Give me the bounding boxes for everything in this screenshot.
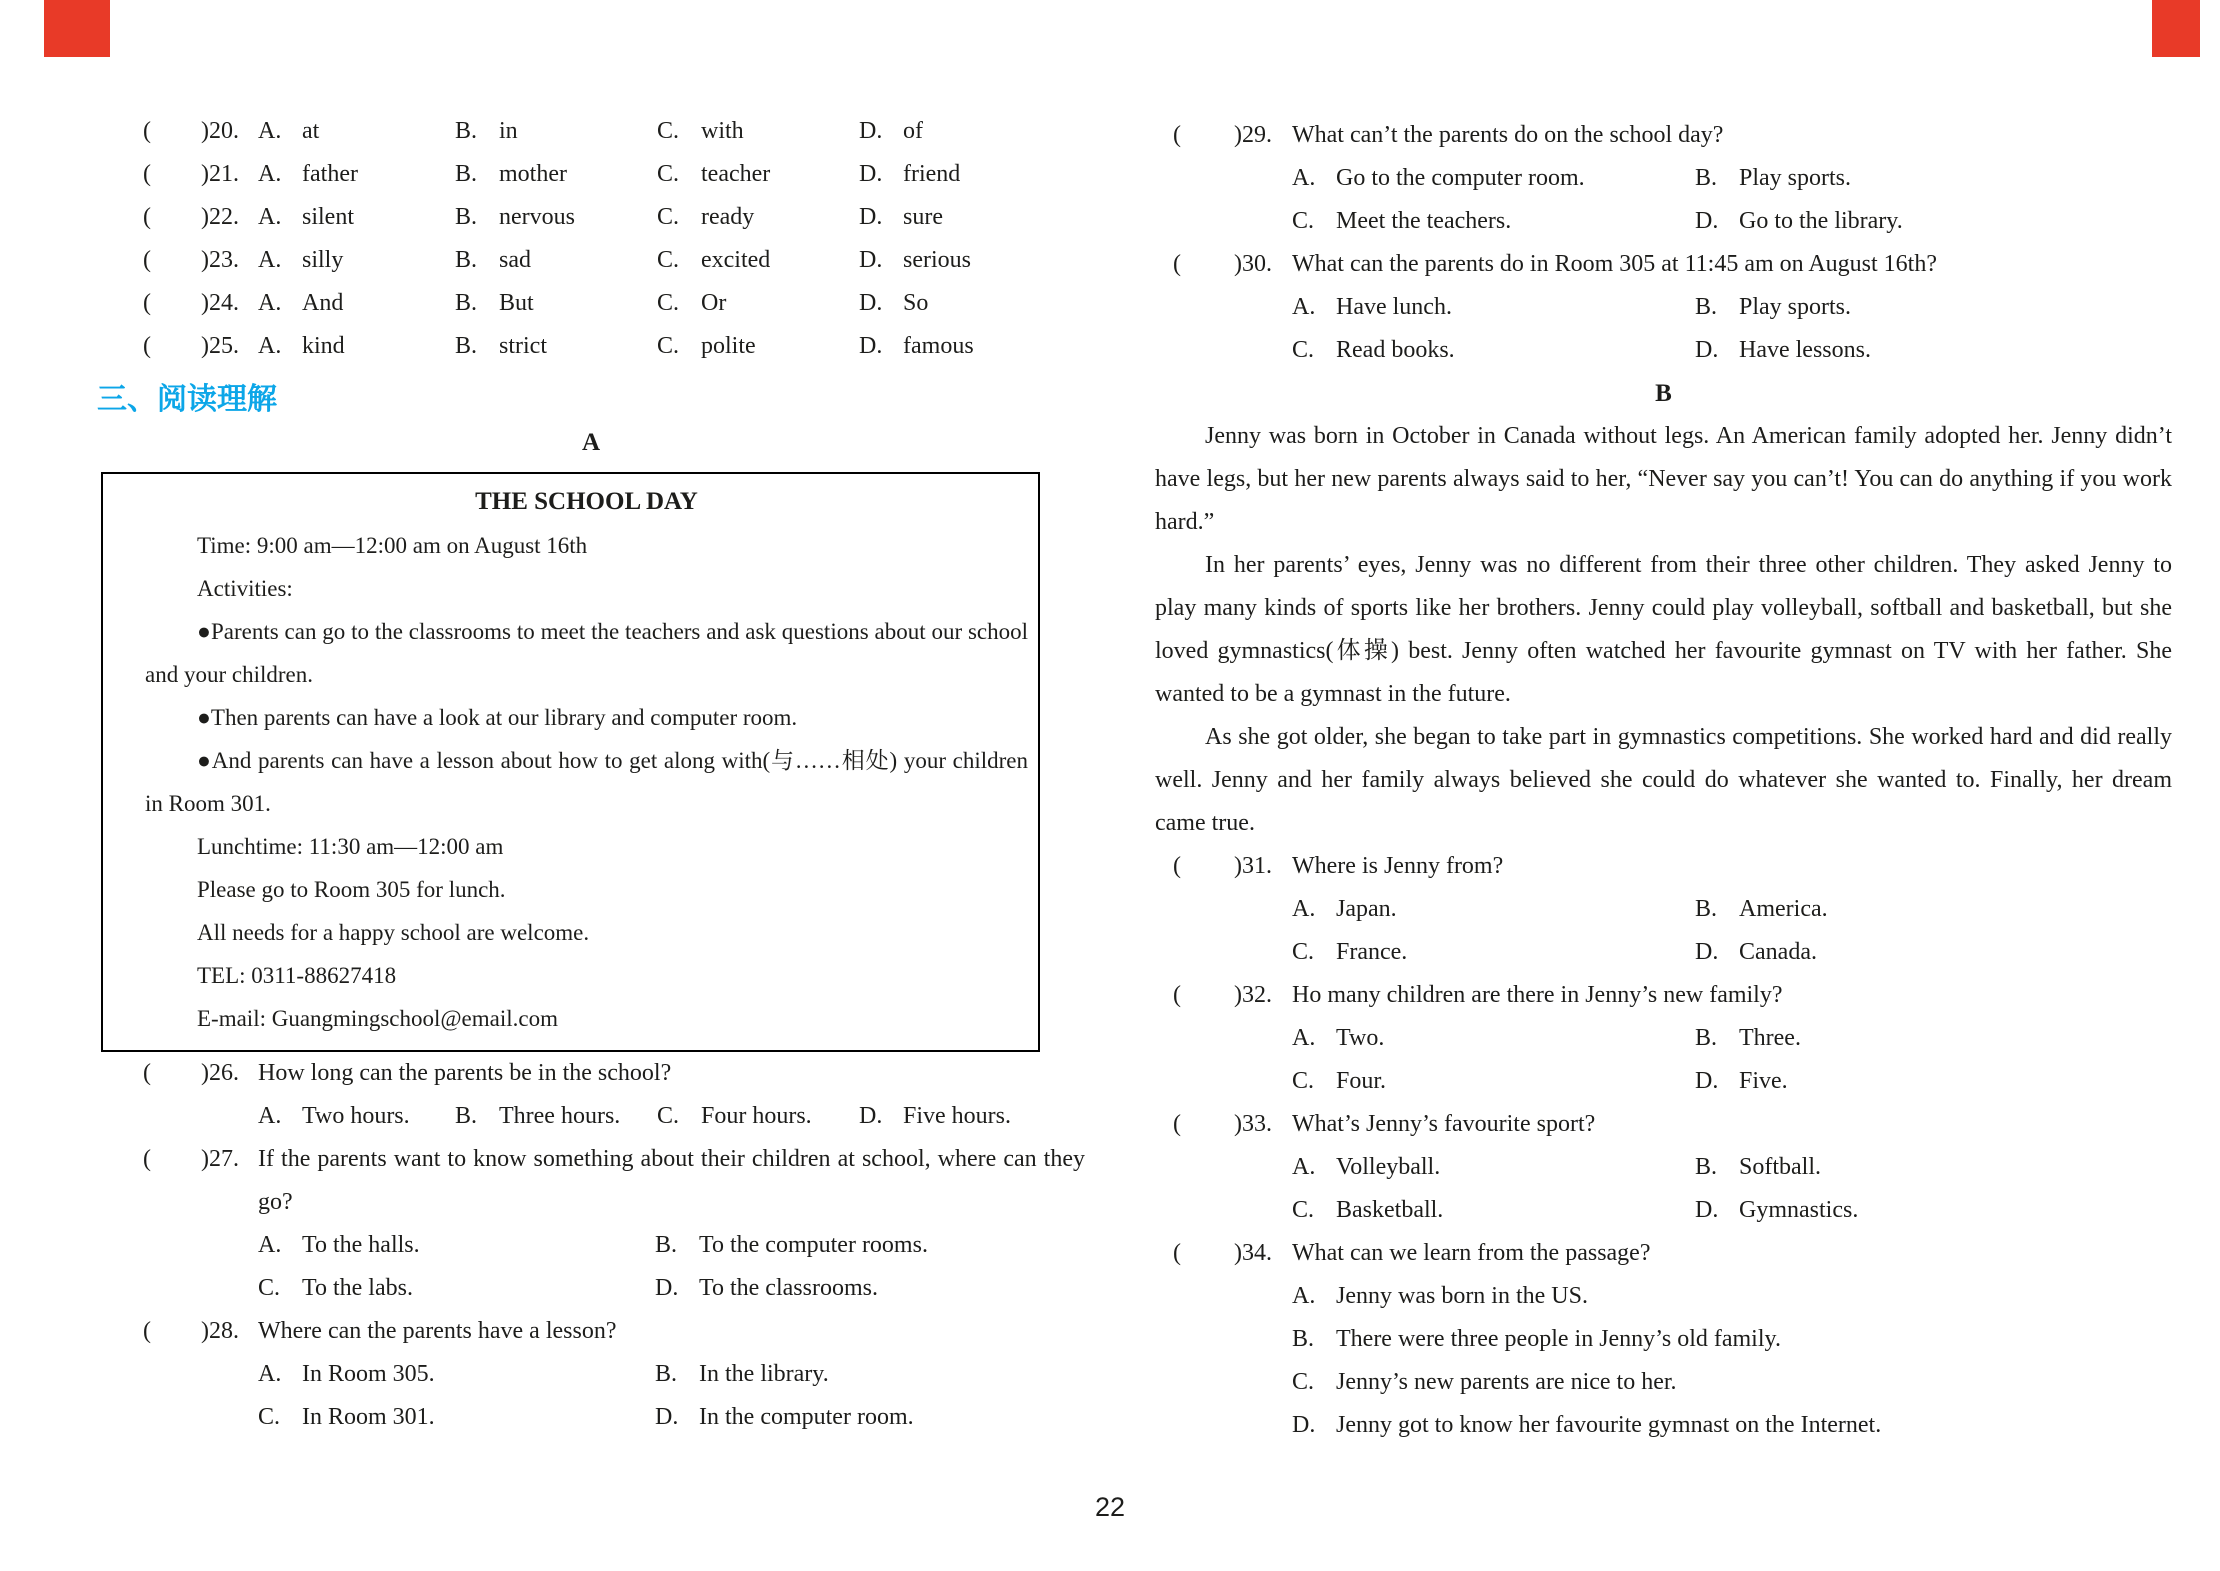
option xyxy=(455,282,657,325)
question-line xyxy=(1155,243,2172,286)
question-number: )20. xyxy=(201,118,239,144)
notice-box-line: Lunchtime: 11:30 am—12:00 am xyxy=(197,834,504,859)
option-label: A. xyxy=(258,118,282,144)
cloze-option-row xyxy=(97,110,1085,153)
question-line xyxy=(97,1052,1085,1095)
page-number: 22 xyxy=(1094,1492,1126,1522)
question-line xyxy=(1155,114,2172,157)
option xyxy=(258,1224,655,1267)
option-text: Read books. xyxy=(1336,337,1455,363)
question-text: Where is Jenny from? xyxy=(1292,853,1504,879)
option-grid xyxy=(1292,1017,2172,1103)
question-text: How long can the parents be in the school? xyxy=(258,1060,672,1086)
question-number: )31. xyxy=(1234,853,1272,879)
answer-bracket-open: ( xyxy=(143,161,151,187)
option xyxy=(455,196,657,239)
question-line xyxy=(97,1310,1085,1353)
option xyxy=(455,110,657,153)
option-label: A. xyxy=(1292,165,1316,191)
option xyxy=(258,196,455,239)
red-corner-tab-right xyxy=(2152,0,2200,57)
option xyxy=(1695,1060,2172,1103)
answer-bracket-open: ( xyxy=(1173,853,1181,879)
option-text: in xyxy=(499,118,518,144)
option-grid xyxy=(258,110,1085,153)
option-label: C. xyxy=(1292,208,1315,234)
option-label: A. xyxy=(258,204,282,230)
option xyxy=(258,1396,655,1439)
option-label: B. xyxy=(1695,1154,1718,1180)
option xyxy=(1695,286,2172,329)
option-label: B. xyxy=(455,1103,478,1129)
option-label: C. xyxy=(1292,939,1315,965)
option-text: silent xyxy=(302,204,354,230)
option-label: A. xyxy=(258,161,282,187)
option-text: Volleyball. xyxy=(1336,1154,1441,1180)
option-label: C. xyxy=(657,247,680,273)
question-text: Ho many children are there in Jenny’s new family? xyxy=(1292,982,1783,1008)
option-label: C. xyxy=(657,118,680,144)
option-text: of xyxy=(903,118,923,144)
option-label: D. xyxy=(655,1275,679,1301)
question-line xyxy=(1155,1232,2172,1275)
option-text: Or xyxy=(701,290,727,316)
option-label: D. xyxy=(859,333,883,359)
option xyxy=(859,325,1085,368)
option-grid xyxy=(258,196,1085,239)
answer-bracket-open: ( xyxy=(1173,982,1181,1008)
cloze-option-row xyxy=(97,153,1085,196)
option xyxy=(1292,200,1695,243)
option-text: at xyxy=(302,118,320,144)
option xyxy=(1292,888,1695,931)
option-label: B. xyxy=(1695,294,1718,320)
option-text: Two. xyxy=(1336,1025,1385,1051)
option xyxy=(1695,200,2172,243)
option-text: Two hours. xyxy=(302,1103,410,1129)
option-label: A. xyxy=(1292,294,1316,320)
question-text: What can’t the parents do on the school day? xyxy=(1292,122,1724,148)
option-text: Basketball. xyxy=(1336,1197,1444,1223)
option-grid xyxy=(1292,286,2172,372)
option-text: Go to the library. xyxy=(1739,208,1903,234)
option-text: Gymnastics. xyxy=(1739,1197,1859,1223)
option-text: ready xyxy=(701,204,755,230)
option-label: A. xyxy=(258,1361,282,1387)
question-text: Where can the parents have a lesson? xyxy=(258,1318,617,1344)
notice-box-line: ●And parents can have a lesson about how to get along with(与……相处) your children in Room 301. xyxy=(145,748,1028,816)
cloze-rows xyxy=(97,110,1085,368)
option-text: To the labs. xyxy=(302,1275,413,1301)
question-number: )34. xyxy=(1234,1240,1272,1266)
option-label: A. xyxy=(258,290,282,316)
option-text: Play sports. xyxy=(1739,294,1852,320)
option-text: To the computer rooms. xyxy=(699,1232,928,1258)
question-text: What can we learn from the passage? xyxy=(1292,1240,1651,1266)
option xyxy=(455,1095,657,1138)
question-number: )30. xyxy=(1234,251,1272,277)
option-text: excited xyxy=(701,247,771,273)
option-grid xyxy=(258,1095,1085,1138)
option xyxy=(258,1095,455,1138)
option xyxy=(1292,1060,1695,1103)
option xyxy=(1695,1189,2172,1232)
question-number: )25. xyxy=(201,333,239,359)
option-text: famous xyxy=(903,333,974,359)
option-text: There were three people in Jenny’s old family. xyxy=(1336,1326,1781,1352)
option-text: sure xyxy=(903,204,943,230)
answer-bracket-open: ( xyxy=(143,290,151,316)
option xyxy=(1292,1404,2172,1447)
option-text: To the classrooms. xyxy=(699,1275,878,1301)
question-text: What’s Jenny’s favourite sport? xyxy=(1292,1111,1596,1137)
passage-b-paragraphs xyxy=(1155,415,2172,845)
notice-box-line: Please go to Room 305 for lunch. xyxy=(197,877,506,902)
questions-a xyxy=(97,1052,1085,1439)
question-number: )28. xyxy=(201,1318,239,1344)
option-text: So xyxy=(903,290,929,316)
option xyxy=(655,1224,1085,1267)
option xyxy=(657,110,859,153)
option-label: B. xyxy=(655,1232,678,1258)
answer-bracket-open: ( xyxy=(143,1060,151,1086)
option-text: Softball. xyxy=(1739,1154,1821,1180)
option-grid xyxy=(258,282,1085,325)
option-text: In the library. xyxy=(699,1361,829,1387)
option-text: Jenny was born in the US. xyxy=(1336,1283,1588,1309)
option-label: D. xyxy=(859,247,883,273)
answer-bracket-open: ( xyxy=(1173,122,1181,148)
passage-paragraph: In her parents’ eyes, Jenny was no different from their three other children. They asked Jenny to play many kinds of sports like her brothers. Jenny could play volleyball, softball and basketball, but she loved gymnastics(体操) best. Jenny often watched her favourite gymnast on TV with her father. She wanted to be a gymnast in the future. xyxy=(1155,552,2172,707)
option-label: D. xyxy=(655,1404,679,1430)
option xyxy=(1292,329,1695,372)
option-text: Four hours. xyxy=(701,1103,812,1129)
option-text: silly xyxy=(302,247,344,273)
question-line xyxy=(1155,974,2172,1017)
question xyxy=(97,1052,1085,1138)
option-text: Go to the computer room. xyxy=(1336,165,1585,191)
option-grid xyxy=(258,239,1085,282)
option-label: D. xyxy=(1695,1197,1719,1223)
option-grid xyxy=(1292,157,2172,243)
passage-a-label: A xyxy=(581,429,601,456)
option-label: A. xyxy=(258,1232,282,1258)
option xyxy=(1292,1275,2172,1318)
answer-bracket-open: ( xyxy=(1173,1111,1181,1137)
red-corner-tab-left xyxy=(44,0,110,57)
option-grid xyxy=(258,1353,1085,1439)
notice-box-line: Time: 9:00 am—12:00 am on August 16th xyxy=(197,533,588,558)
option-label: A. xyxy=(258,333,282,359)
answer-bracket-open: ( xyxy=(143,1318,151,1344)
option-text: Three hours. xyxy=(499,1103,621,1129)
question-number: )29. xyxy=(1234,122,1272,148)
option xyxy=(1292,931,1695,974)
option xyxy=(859,153,1085,196)
option xyxy=(657,282,859,325)
question-number: )22. xyxy=(201,204,239,230)
option-label: B. xyxy=(455,247,478,273)
question xyxy=(1155,1232,2172,1447)
option-text: serious xyxy=(903,247,971,273)
option-label: C. xyxy=(258,1404,281,1430)
question-number: )21. xyxy=(201,161,239,187)
option xyxy=(859,239,1085,282)
option-label: D. xyxy=(859,118,883,144)
option-text: In the computer room. xyxy=(699,1404,914,1430)
option xyxy=(258,110,455,153)
option-text: Jenny got to know her favourite gymnast on the Internet. xyxy=(1336,1412,1882,1438)
option-label: A. xyxy=(1292,1025,1316,1051)
option-label: A. xyxy=(258,247,282,273)
option-grid xyxy=(1292,1146,2172,1232)
option xyxy=(258,1353,655,1396)
option-text: In Room 305. xyxy=(302,1361,435,1387)
answer-bracket-open: ( xyxy=(143,247,151,273)
option-text: friend xyxy=(903,161,961,187)
option-text: In Room 301. xyxy=(302,1404,435,1430)
option-text: father xyxy=(302,161,358,187)
notice-box-line: TEL: 0311-88627418 xyxy=(197,963,397,988)
answer-bracket-open: ( xyxy=(143,204,151,230)
option-text: Jenny’s new parents are nice to her. xyxy=(1336,1369,1677,1395)
notice-box-line: ●Parents can go to the classrooms to meet the teachers and ask questions about our school and your children. xyxy=(145,619,1028,687)
option xyxy=(1695,931,2172,974)
option xyxy=(859,1095,1085,1138)
notice-box-line: ●Then parents can have a look at our library and computer room. xyxy=(197,705,798,730)
option xyxy=(1292,1361,2172,1404)
option xyxy=(455,325,657,368)
option-label: B. xyxy=(455,118,478,144)
option-text: Play sports. xyxy=(1739,165,1852,191)
option-label: B. xyxy=(455,290,478,316)
option-label: D. xyxy=(859,204,883,230)
cloze-option-row xyxy=(97,239,1085,282)
option-text: Three. xyxy=(1739,1025,1801,1051)
option xyxy=(258,325,455,368)
option-label: B. xyxy=(655,1361,678,1387)
option-text: And xyxy=(302,290,344,316)
option-label: B. xyxy=(1292,1326,1315,1352)
option-text: nervous xyxy=(499,204,575,230)
option-text: Japan. xyxy=(1336,896,1397,922)
option-label: B. xyxy=(1695,165,1718,191)
question xyxy=(1155,1103,2172,1232)
question-number: )27. xyxy=(201,1146,239,1172)
passage-paragraph: Jenny was born in October in Canada without legs. An American family adopted her. Jenny didn’t have legs, but her new parents always said to her, “Never say you can’t! You can do anything if you work hard.” xyxy=(1155,423,2172,535)
option-label: C. xyxy=(1292,1068,1315,1094)
option-label: B. xyxy=(1695,896,1718,922)
option-label: D. xyxy=(1292,1412,1316,1438)
option xyxy=(1695,329,2172,372)
question-number: )32. xyxy=(1234,982,1272,1008)
cloze-option-row xyxy=(97,196,1085,239)
option xyxy=(1292,1146,1695,1189)
option xyxy=(1292,1318,2172,1361)
question-line xyxy=(1155,845,2172,888)
question-text: What can the parents do in Room 305 at 11:45 am on August 16th? xyxy=(1292,251,1937,277)
questions-b xyxy=(1155,845,2172,1447)
option xyxy=(657,196,859,239)
answer-bracket-open: ( xyxy=(143,333,151,359)
answer-bracket-open: ( xyxy=(143,118,151,144)
option xyxy=(859,196,1085,239)
cloze-option-row xyxy=(97,282,1085,325)
option-text: Five hours. xyxy=(903,1103,1011,1129)
option-label: B. xyxy=(1695,1025,1718,1051)
option-text: Canada. xyxy=(1739,939,1817,965)
passage-b-label: B xyxy=(1655,380,1672,407)
option-label: C. xyxy=(657,204,680,230)
option xyxy=(1292,286,1695,329)
option-text: Have lessons. xyxy=(1739,337,1871,363)
option xyxy=(655,1353,1085,1396)
option xyxy=(1292,157,1695,200)
option-text: mother xyxy=(499,161,567,187)
option-label: C. xyxy=(258,1275,281,1301)
question xyxy=(1155,845,2172,974)
option xyxy=(258,282,455,325)
option-label: C. xyxy=(1292,337,1315,363)
option-label: D. xyxy=(1695,208,1719,234)
option-label: B. xyxy=(455,161,478,187)
option xyxy=(1695,1146,2172,1189)
option-grid xyxy=(1292,888,2172,974)
option-text: France. xyxy=(1336,939,1408,965)
option xyxy=(258,239,455,282)
question-text: If the parents want to know something about their children at school, where can they go? xyxy=(258,1146,1085,1215)
option-text: Have lunch. xyxy=(1336,294,1452,320)
notice-box-title: THE SCHOOL DAY xyxy=(475,488,698,515)
option-text: America. xyxy=(1739,896,1828,922)
option-grid xyxy=(258,325,1085,368)
option-text: Five. xyxy=(1739,1068,1788,1094)
option-label: B. xyxy=(455,204,478,230)
questions-a-continued xyxy=(1155,114,2172,372)
option-label: D. xyxy=(1695,939,1719,965)
option xyxy=(258,1267,655,1310)
notice-box-line: Activities: xyxy=(197,576,293,601)
option-label: D. xyxy=(1695,1068,1719,1094)
option-text: with xyxy=(701,118,744,144)
option xyxy=(258,153,455,196)
option-label: A. xyxy=(1292,1283,1316,1309)
option-text: To the halls. xyxy=(302,1232,420,1258)
option xyxy=(1695,1017,2172,1060)
notice-box-line: All needs for a happy school are welcome. xyxy=(197,920,590,945)
option-label: C. xyxy=(657,333,680,359)
option-label: D. xyxy=(859,290,883,316)
question xyxy=(1155,243,2172,372)
option-text: Meet the teachers. xyxy=(1336,208,1512,234)
option-text: kind xyxy=(302,333,345,359)
option-text: teacher xyxy=(701,161,771,187)
option xyxy=(657,1095,859,1138)
option xyxy=(655,1396,1085,1439)
section-heading-reading: 三、阅读理解 xyxy=(97,383,277,416)
left-column xyxy=(97,110,1085,1439)
option xyxy=(657,153,859,196)
question-number: )24. xyxy=(201,290,239,316)
notice-box-line: E-mail: Guangmingschool@email.com xyxy=(197,1006,558,1031)
option-label: D. xyxy=(1695,337,1719,363)
answer-bracket-open: ( xyxy=(143,1146,151,1172)
question-number: )33. xyxy=(1234,1111,1272,1137)
answer-bracket-open: ( xyxy=(1173,1240,1181,1266)
option xyxy=(859,110,1085,153)
option xyxy=(455,239,657,282)
option-label: C. xyxy=(657,1103,680,1129)
option-label: A. xyxy=(258,1103,282,1129)
question xyxy=(97,1310,1085,1439)
option-text: strict xyxy=(499,333,547,359)
passage-paragraph: As she got older, she began to take part in gymnastics competitions. She worked hard and did really well. Jenny and her family always believed she could do whatever she wanted to. Finally, her dream came true. xyxy=(1155,724,2172,836)
notice-box-lines xyxy=(145,524,1028,1040)
option xyxy=(657,239,859,282)
question-line xyxy=(1155,1103,2172,1146)
option-label: C. xyxy=(1292,1197,1315,1223)
cloze-option-row xyxy=(97,325,1085,368)
option xyxy=(1292,1189,1695,1232)
option-text: Four. xyxy=(1336,1068,1387,1094)
question-number: )26. xyxy=(201,1060,239,1086)
notice-box xyxy=(101,472,1040,1052)
option-label: C. xyxy=(657,290,680,316)
option-text: But xyxy=(499,290,534,316)
question xyxy=(1155,114,2172,243)
option-label: C. xyxy=(657,161,680,187)
option-label: C. xyxy=(1292,1369,1315,1395)
option xyxy=(455,153,657,196)
question-number: )23. xyxy=(201,247,239,273)
option-label: A. xyxy=(1292,896,1316,922)
option xyxy=(1292,1017,1695,1060)
option-label: B. xyxy=(455,333,478,359)
option xyxy=(657,325,859,368)
option xyxy=(859,282,1085,325)
option xyxy=(655,1267,1085,1310)
option-grid xyxy=(258,153,1085,196)
option-grid xyxy=(258,1224,1085,1310)
answer-bracket-open: ( xyxy=(1173,251,1181,277)
option xyxy=(1695,157,2172,200)
option-text: polite xyxy=(701,333,756,359)
option-label: D. xyxy=(859,1103,883,1129)
option-text: sad xyxy=(499,247,531,273)
question xyxy=(97,1138,1085,1310)
option xyxy=(1695,888,2172,931)
right-column xyxy=(1155,114,2172,1447)
question-line xyxy=(97,1138,1085,1224)
question xyxy=(1155,974,2172,1103)
option-label: D. xyxy=(859,161,883,187)
option-label: A. xyxy=(1292,1154,1316,1180)
option-grid xyxy=(1292,1275,2172,1447)
